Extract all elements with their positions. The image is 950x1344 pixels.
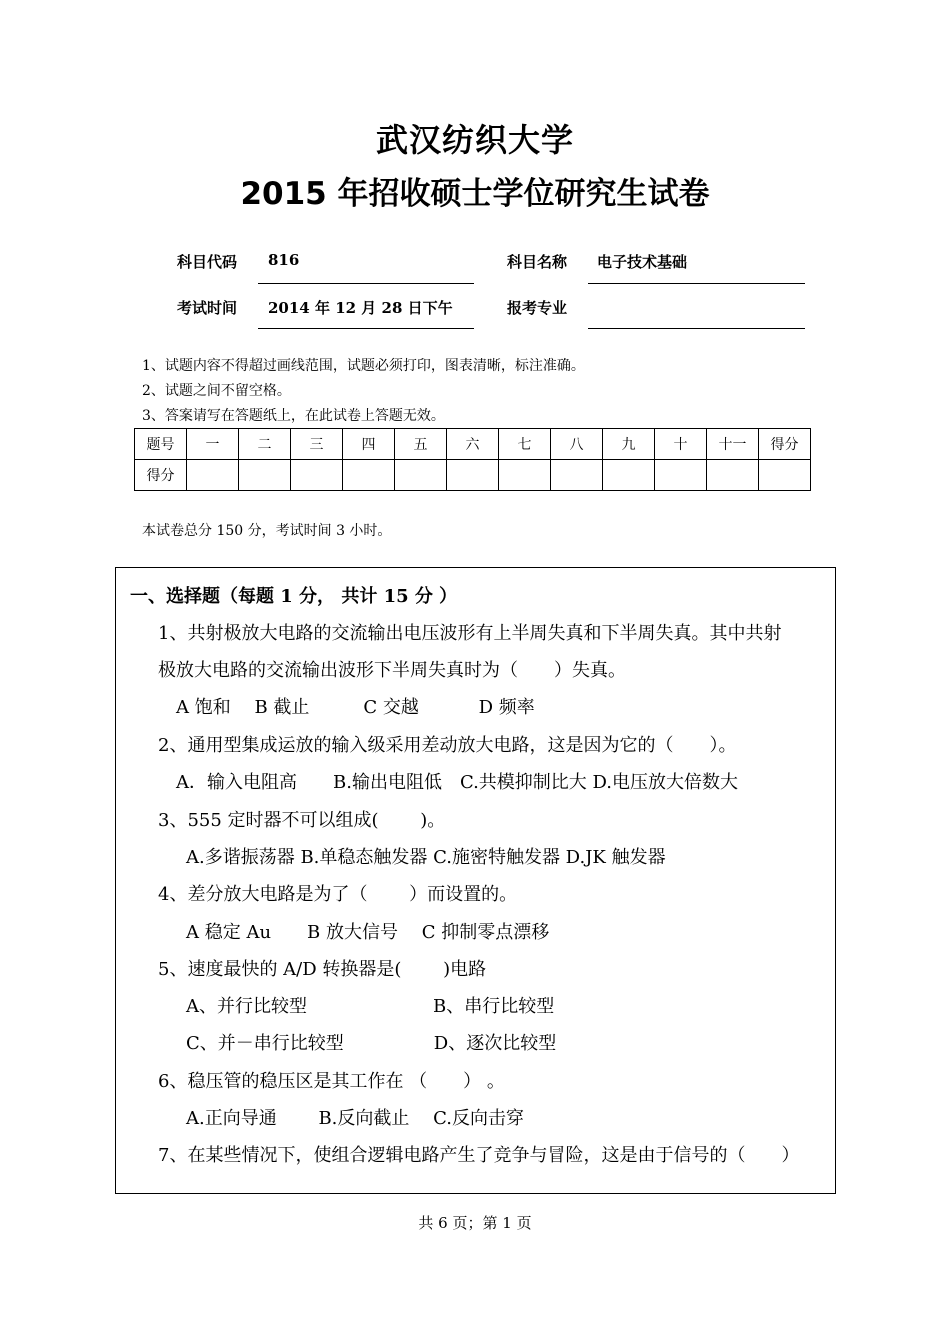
score-blank-cell (655, 460, 707, 491)
question-line: 1、共射极放大电路的交流输出电压波形有上半周失真和下半周失真。其中共射 (158, 623, 782, 644)
exam-time-label: 考试时间 (177, 299, 238, 317)
instruction-note: 2、试题之间不留空格。 (142, 383, 291, 399)
score-table-header-row (135, 429, 811, 460)
score-cell: 五 (395, 429, 447, 460)
total-score-note: 本试卷总分 150 分，考试时间 3 小时。 (142, 523, 392, 539)
score-cell: 二 (239, 429, 291, 460)
question-box (115, 567, 836, 1194)
score-blank-cell (447, 460, 499, 491)
score-cell: 七 (499, 429, 551, 460)
subject-code-label: 科目代码 (177, 253, 238, 271)
score-blank-cell (499, 460, 551, 491)
option-line: C、并－串行比较型 D、逐次比较型 (186, 1033, 557, 1054)
exam-time-value: 2014 年 12 月 28 日下午 (268, 299, 453, 317)
score-blank-cell (187, 460, 239, 491)
question-line: 3、555 定时器不可以组成( )。 (158, 810, 446, 831)
score-cell: 八 (551, 429, 603, 460)
question-line: 6、稳压管的稳压区是其工作在 （ ） 。 (158, 1071, 505, 1092)
score-blank-cell (239, 460, 291, 491)
major-label: 报考专业 (507, 299, 568, 317)
option-line: A、并行比较型 B、串行比较型 (186, 996, 555, 1017)
score-blank-cell (603, 460, 655, 491)
score-table (134, 428, 811, 491)
score-cell: 九 (603, 429, 655, 460)
subject-code-underline (258, 283, 474, 284)
question-line: 5、速度最快的 A/D 转换器是( )电路 (158, 959, 487, 980)
option-line: A 饱和 B 截止 C 交越 D 频率 (176, 697, 535, 718)
option-line: A．输入电阻高 B.输出电阻低 C.共模抑制比大 D.电压放大倍数大 (176, 772, 739, 793)
score-blank-cell (707, 460, 759, 491)
score-blank-cell (551, 460, 603, 491)
score-cell: 十 (655, 429, 707, 460)
score-cell: 三 (291, 429, 343, 460)
score-blank-cell (343, 460, 395, 491)
university-title: 武汉纺织大学 (375, 121, 574, 159)
score-cell: 十一 (707, 429, 759, 460)
question-line: 极放大电路的交流输出波形下半周失真时为（ ）失真。 (158, 660, 626, 681)
subject-name-label: 科目名称 (507, 253, 568, 271)
subject-name-value: 电子技术基础 (597, 253, 688, 271)
option-line: A.正向导通 B.反向截止 C.反向击穿 (186, 1108, 524, 1129)
score-table-score-row (135, 460, 811, 491)
score-blank-cell (395, 460, 447, 491)
question-line: 2、通用型集成运放的输入级采用差动放大电路，这是因为它的（ ）。 (158, 735, 737, 756)
score-cell: 四 (343, 429, 395, 460)
question-line: 4、差分放大电路是为了（ ）而设置的。 (158, 884, 518, 905)
score-blank-cell (759, 460, 811, 491)
question-line: 7、在某些情况下，使组合逻辑电路产生了竞争与冒险，这是由于信号的（ ） (158, 1145, 800, 1166)
instruction-note: 3、答案请写在答题纸上，在此试卷上答题无效。 (142, 408, 445, 424)
score-cell: 题号 (135, 429, 187, 460)
section-title: 一、选择题（每题 1 分， 共计 15 分 ） (130, 586, 458, 607)
option-line: A 稳定 Au B 放大信号 C 抑制零点漂移 (186, 922, 550, 943)
subject-name-underline (588, 283, 805, 284)
instruction-note: 1、试题内容不得超过画线范围，试题必须打印，图表清晰，标注准确。 (142, 358, 585, 374)
option-line: A.多谐振荡器 B.单稳态触发器 C.施密特触发器 D.JK 触发器 (186, 847, 666, 868)
score-blank-cell (291, 460, 343, 491)
exam-time-underline (258, 328, 474, 329)
page-footer: 共 6 页；第 1 页 (418, 1214, 532, 1232)
major-underline (588, 328, 805, 329)
subject-code-value: 816 (268, 251, 300, 269)
score-cell: 得分 (135, 460, 187, 491)
score-cell: 一 (187, 429, 239, 460)
score-cell: 得分 (759, 429, 811, 460)
score-cell: 六 (447, 429, 499, 460)
exam-title: 2015 年招收硕士学位研究生试卷 (240, 176, 710, 212)
